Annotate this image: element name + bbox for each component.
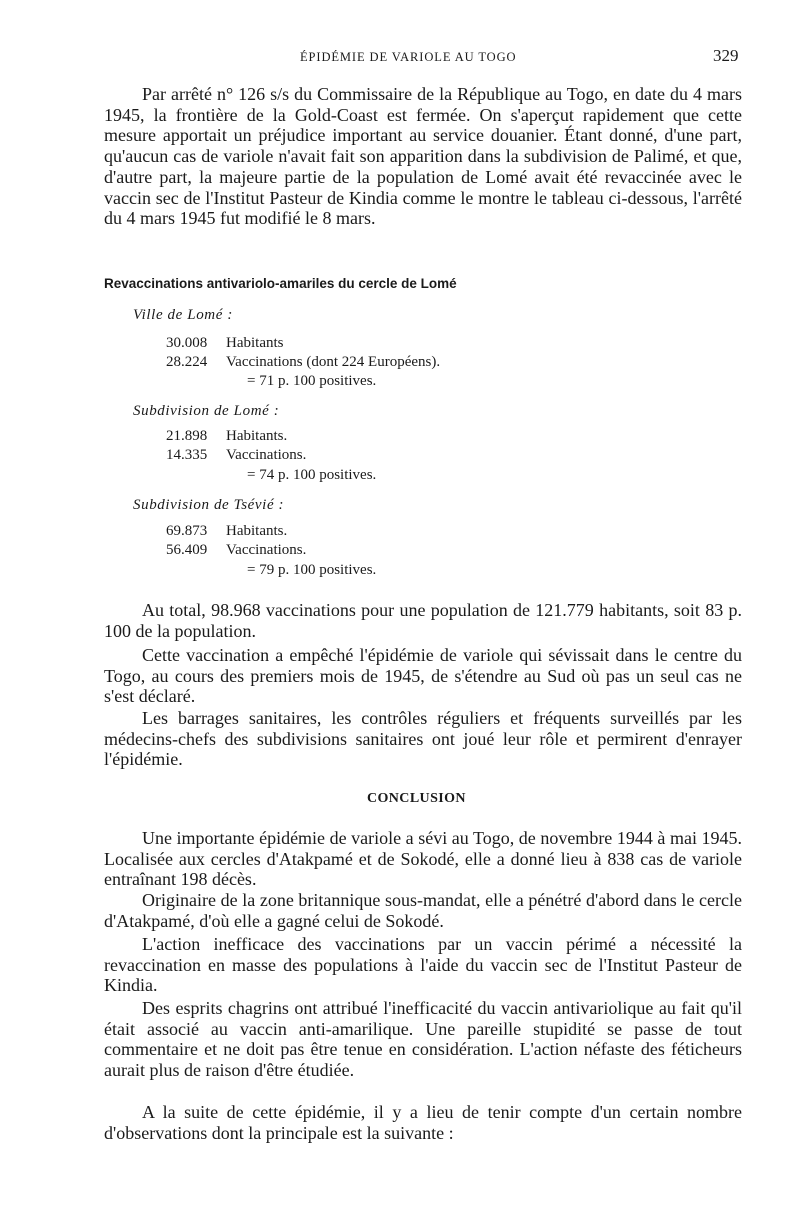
conclusion-heading: CONCLUSION <box>367 791 466 806</box>
page-number: 329 <box>713 46 739 65</box>
vaccinations-label: Vaccinations. <box>226 447 307 463</box>
vaccinations-value: 28.224 <box>166 354 208 370</box>
inhabitants-label: Habitants. <box>226 523 288 539</box>
conclusion-paragraph: Des esprits chagrins ont attribué l'inefficacité du vaccin antivariolique au fait qu'il était associé au vaccin anti-amarilique. Une pareille stupidité se passe de tout commentaire et ne doit pas être tenue en considération. L'action néfaste des féticheurs aurait plus de raison d'être étudiée. <box>104 998 742 1081</box>
inhabitants-value: 30.008 <box>166 335 208 351</box>
inhabitants-value: 21.898 <box>166 428 208 444</box>
body-paragraph: Les barrages sanitaires, les contrôles réguliers et fréquents surveillés par les médecins-chefs des subdivisions sanitaires ont joué leur rôle et permirent d'enrayer l'épidémie. <box>104 708 742 770</box>
positive-rate: = 74 p. 100 positives. <box>247 467 377 483</box>
vaccinations-value: 14.335 <box>166 447 208 463</box>
group-title: Subdivision de Tsévié : <box>133 497 285 513</box>
vaccinations-label: Vaccinations (dont 224 Européens). <box>226 354 441 370</box>
inhabitants-label: Habitants. <box>226 428 288 444</box>
inhabitants-value: 69.873 <box>166 523 208 539</box>
running-title: ÉPIDÉMIE DE VARIOLE AU TOGO <box>300 50 517 64</box>
body-paragraph: Cette vaccination a empêché l'épidémie de variole qui sévissait dans le centre du Togo, au cours des premiers mois de 1945, de s'étendre au Sud où pas un seul cas ne s'est déclaré. <box>104 645 742 707</box>
body-paragraph: Au total, 98.968 vaccinations pour une population de 121.779 habitants, soit 83 p. 100 de la population. <box>104 600 742 641</box>
intro-paragraph: Par arrêté n° 126 s/s du Commissaire de la République au Togo, en date du 4 mars 1945, la frontière de la Gold-Coast est fermée. On s'aperçut rapidement que cette mesure apportait un préjudice important au service douanier. Étant donné, d'une part, qu'aucun cas de variole n'avait fait son apparition dans la subdivision de Palimé, et que, d'autre part, la majeure partie de la population de Lomé avait été revaccinée avec le vaccin sec de l'Institut Pasteur de Kindia comme le montre le tableau ci-dessous, l'arrêté du 4 mars 1945 fut modifié le 8 mars. <box>104 84 742 229</box>
table-heading: Revaccinations antivariolo-amariles du cercle de Lomé <box>104 276 457 291</box>
positive-rate: = 79 p. 100 positives. <box>247 562 377 578</box>
conclusion-paragraph: Une importante épidémie de variole a sévi au Togo, de novembre 1944 à mai 1945. Localisée aux cercles d'Atakpamé et de Sokodé, elle a donné lieu à 838 cas de variole entraînant 198 décès. <box>104 828 742 890</box>
vaccinations-value: 56.409 <box>166 542 208 558</box>
conclusion-paragraph: A la suite de cette épidémie, il y a lieu de tenir compte d'un certain nombre d'observations dont la principale est la suivante : <box>104 1102 742 1143</box>
group-title: Ville de Lomé : <box>133 307 233 323</box>
positive-rate: = 71 p. 100 positives. <box>247 373 377 389</box>
group-title: Subdivision de Lomé : <box>133 403 280 419</box>
vaccinations-label: Vaccinations. <box>226 542 307 558</box>
conclusion-paragraph: Originaire de la zone britannique sous-mandat, elle a pénétré d'abord dans le cercle d'Atakpamé, d'où elle a gagné celui de Sokodé. <box>104 890 742 931</box>
inhabitants-label: Habitants <box>226 335 284 351</box>
conclusion-paragraph: L'action inefficace des vaccinations par un vaccin périmé a nécessité la revaccination en masse des populations à l'aide du vaccin sec de l'Institut Pasteur de Kindia. <box>104 934 742 996</box>
